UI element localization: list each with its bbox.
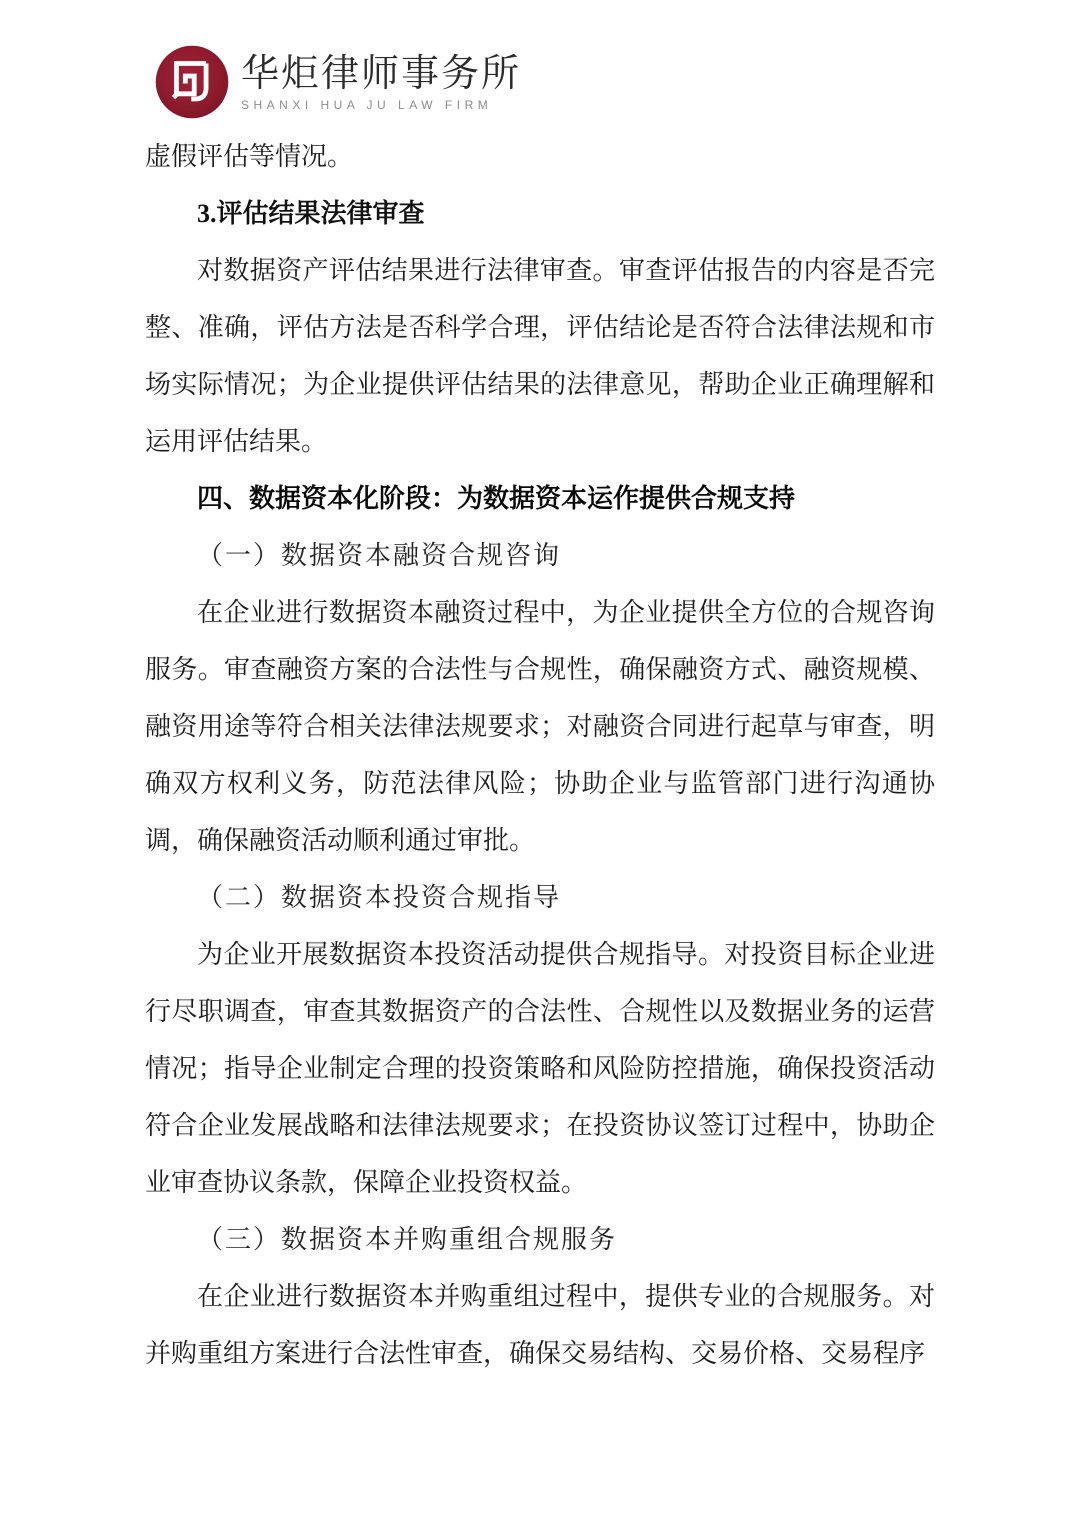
subheading-2: （二）数据资本投资合规指导 bbox=[197, 883, 562, 912]
paragraph-truncated: 在企业进行数据资本并购重组过程中，提供专业的合规服务。对并购重组方案进行合法性审查，确保交易结构、交易价格、交易程序 bbox=[145, 1282, 935, 1368]
document-body bbox=[145, 128, 935, 1382]
logo-text-block bbox=[241, 53, 521, 112]
firm-name-cn: 华炬律师事务所 bbox=[241, 52, 522, 95]
paragraph: 为企业开展数据资本投资活动提供合规指导。对投资目标企业进行尽职调查，审查其数据资产的合法性、合规性以及数据业务的运营情况；指导企业制定合理的投资策略和风险防控措施，确保投资活动符合企业发展战略和法律法规要求；在投资协议签订过程中，协助企业审查协议条款，保障企业投资权益。 bbox=[145, 940, 935, 1197]
letterhead bbox=[155, 42, 521, 122]
subheading-3: （三）数据资本并购重组合规服务 bbox=[197, 1225, 618, 1254]
paragraph-continuation: 虚假评估等情况。 bbox=[145, 142, 354, 171]
subheading-1: （一）数据资本融资合规咨询 bbox=[197, 541, 562, 570]
section-heading: 四、数据资本化阶段：为数据资本运作提供合规支持 bbox=[197, 483, 796, 513]
numbered-heading: 3.评估结果法律审查 bbox=[197, 199, 425, 228]
law-firm-logo-icon bbox=[155, 45, 229, 119]
paragraph: 对数据资产评估结果进行法律审查。审查评估报告的内容是否完整、准确，评估方法是否科学合理，评估结论是否符合法律法规和市场实际情况；为企业提供评估结果的法律意见，帮助企业正确理解和运用评估结果。 bbox=[145, 256, 935, 456]
paragraph: 在企业进行数据资本融资过程中，为企业提供全方位的合规咨询服务。审查融资方案的合法性与合规性，确保融资方式、融资规模、融资用途等符合相关法律法规要求；对融资合同进行起草与审查，明确双方权利义务，防范法律风险；协助企业与监管部门进行沟通协调，确保融资活动顺利通过审批。 bbox=[145, 598, 935, 855]
firm-name-en: SHANXI HUA JU LAW FIRM bbox=[241, 97, 493, 112]
